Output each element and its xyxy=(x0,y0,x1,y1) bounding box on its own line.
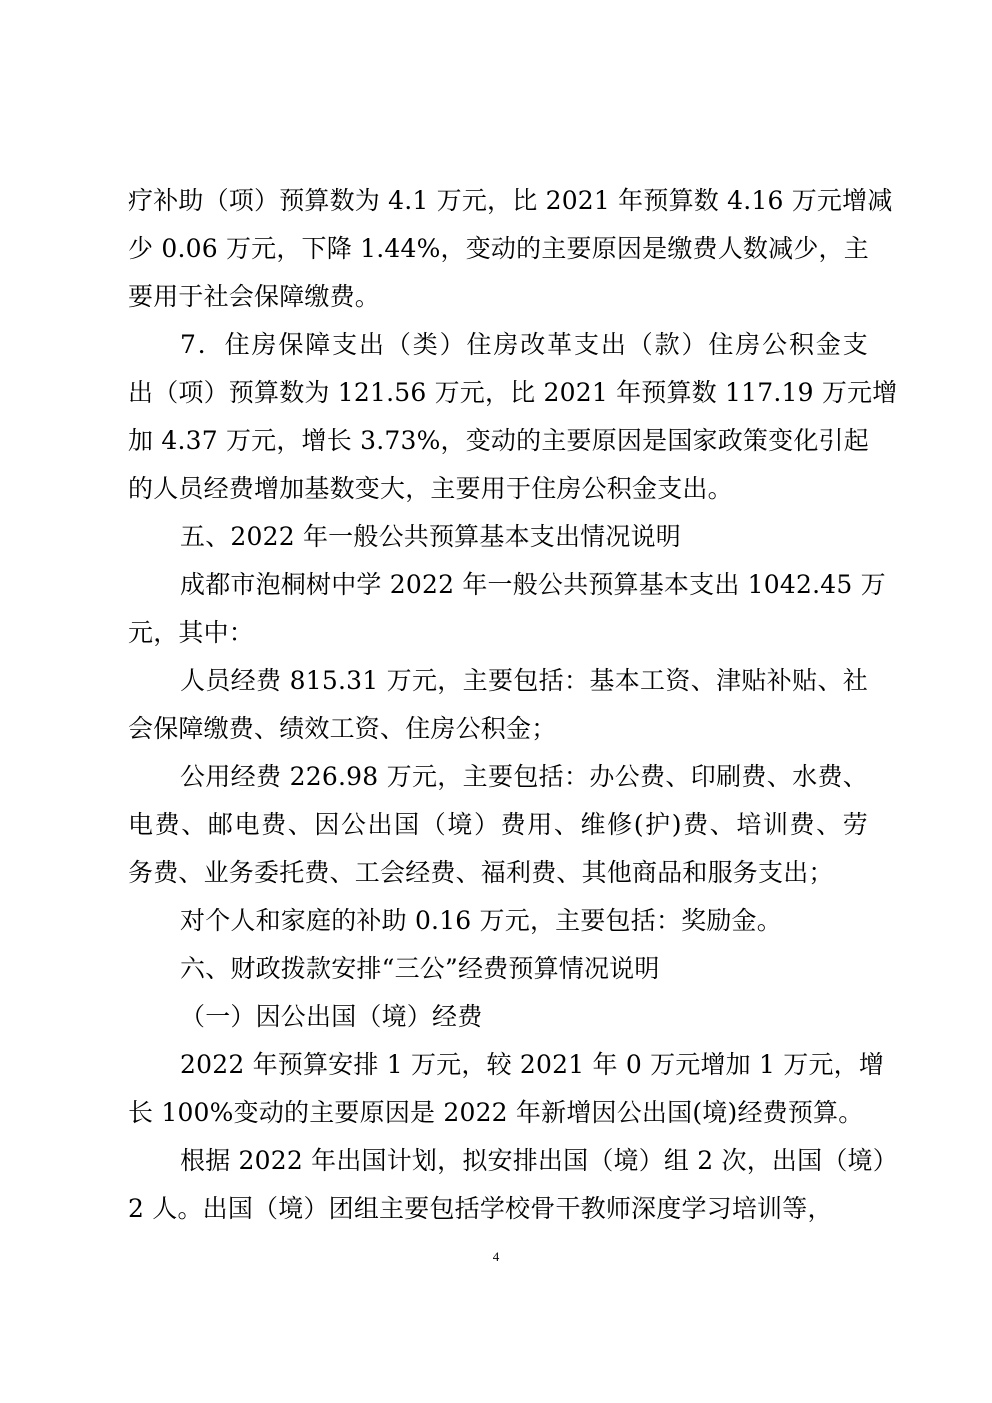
text-line: 根据 2022 年出国计划，拟安排出国（境）组 2 次，出国（境） xyxy=(180,1146,898,1175)
text-line: 成都市泡桐树中学 2022 年一般公共预算基本支出 1042.45 万 xyxy=(180,570,886,599)
para-housing-fund xyxy=(128,321,898,513)
text-line: 人员经费 815.31 万元，主要包括：基本工资、津贴补贴、社 xyxy=(180,666,868,695)
para-medical-subsidy xyxy=(128,177,893,321)
text-line: 疗补助（项）预算数为 4.1 万元，比 2021 年预算数 4.16 万元增减 xyxy=(128,186,893,215)
heading-subsection-1 xyxy=(128,993,868,1041)
text-line: 电费、邮电费、因公出国（境）费用、维修(护)费、培训费、劳 xyxy=(128,810,868,839)
text-line: 少 0.06 万元，下降 1.44%，变动的主要原因是缴费人数减少，主 xyxy=(128,234,869,263)
heading-section-5 xyxy=(128,513,868,561)
para-individual-subsidy xyxy=(128,897,868,945)
text-line: 出（项）预算数为 121.56 万元，比 2021 年预算数 117.19 万元增 xyxy=(128,378,898,407)
text-line: 2022 年预算安排 1 万元，较 2021 年 0 万元增加 1 万元，增 xyxy=(180,1050,885,1079)
text-line: 加 4.37 万元，增长 3.73%，变动的主要原因是国家政策变化引起 xyxy=(128,426,869,455)
text-line: 会保障缴费、绩效工资、住房公积金； xyxy=(128,714,557,743)
text-line: （一）因公出国（境）经费 xyxy=(180,1002,483,1031)
heading-section-6 xyxy=(128,945,868,993)
text-line: 对个人和家庭的补助 0.16 万元，主要包括：奖励金。 xyxy=(180,906,782,935)
para-personnel-expenses xyxy=(128,657,868,753)
para-public-expenses xyxy=(128,753,868,897)
text-line: 长 100%变动的主要原因是 2022 年新增因公出国(境)经费预算。 xyxy=(128,1098,864,1127)
para-overseas-budget xyxy=(128,1041,885,1137)
text-line: 六、财政拨款安排“三公”经费预算情况说明 xyxy=(180,954,660,983)
text-line: 7．住房保障支出（类）住房改革支出（款）住房公积金支 xyxy=(180,330,868,359)
text-line: 五、2022 年一般公共预算基本支出情况说明 xyxy=(180,522,681,551)
text-line: 的人员经费增加基数变大，主要用于住房公积金支出。 xyxy=(128,474,733,503)
text-line: 2 人。出国（境）团组主要包括学校骨干教师深度学习培训等， xyxy=(128,1194,833,1223)
text-line: 要用于社会保障缴费。 xyxy=(128,282,381,311)
text-line: 务费、业务委托费、工会经费、福利费、其他商品和服务支出； xyxy=(128,858,834,887)
para-basic-expenditure-total xyxy=(128,561,886,657)
text-line: 元，其中： xyxy=(128,618,255,647)
text-line: 公用经费 226.98 万元，主要包括：办公费、印刷费、水费、 xyxy=(180,762,868,791)
para-overseas-plan xyxy=(128,1137,898,1233)
document-body xyxy=(128,177,898,1233)
page-number: 4 xyxy=(492,1249,500,1264)
